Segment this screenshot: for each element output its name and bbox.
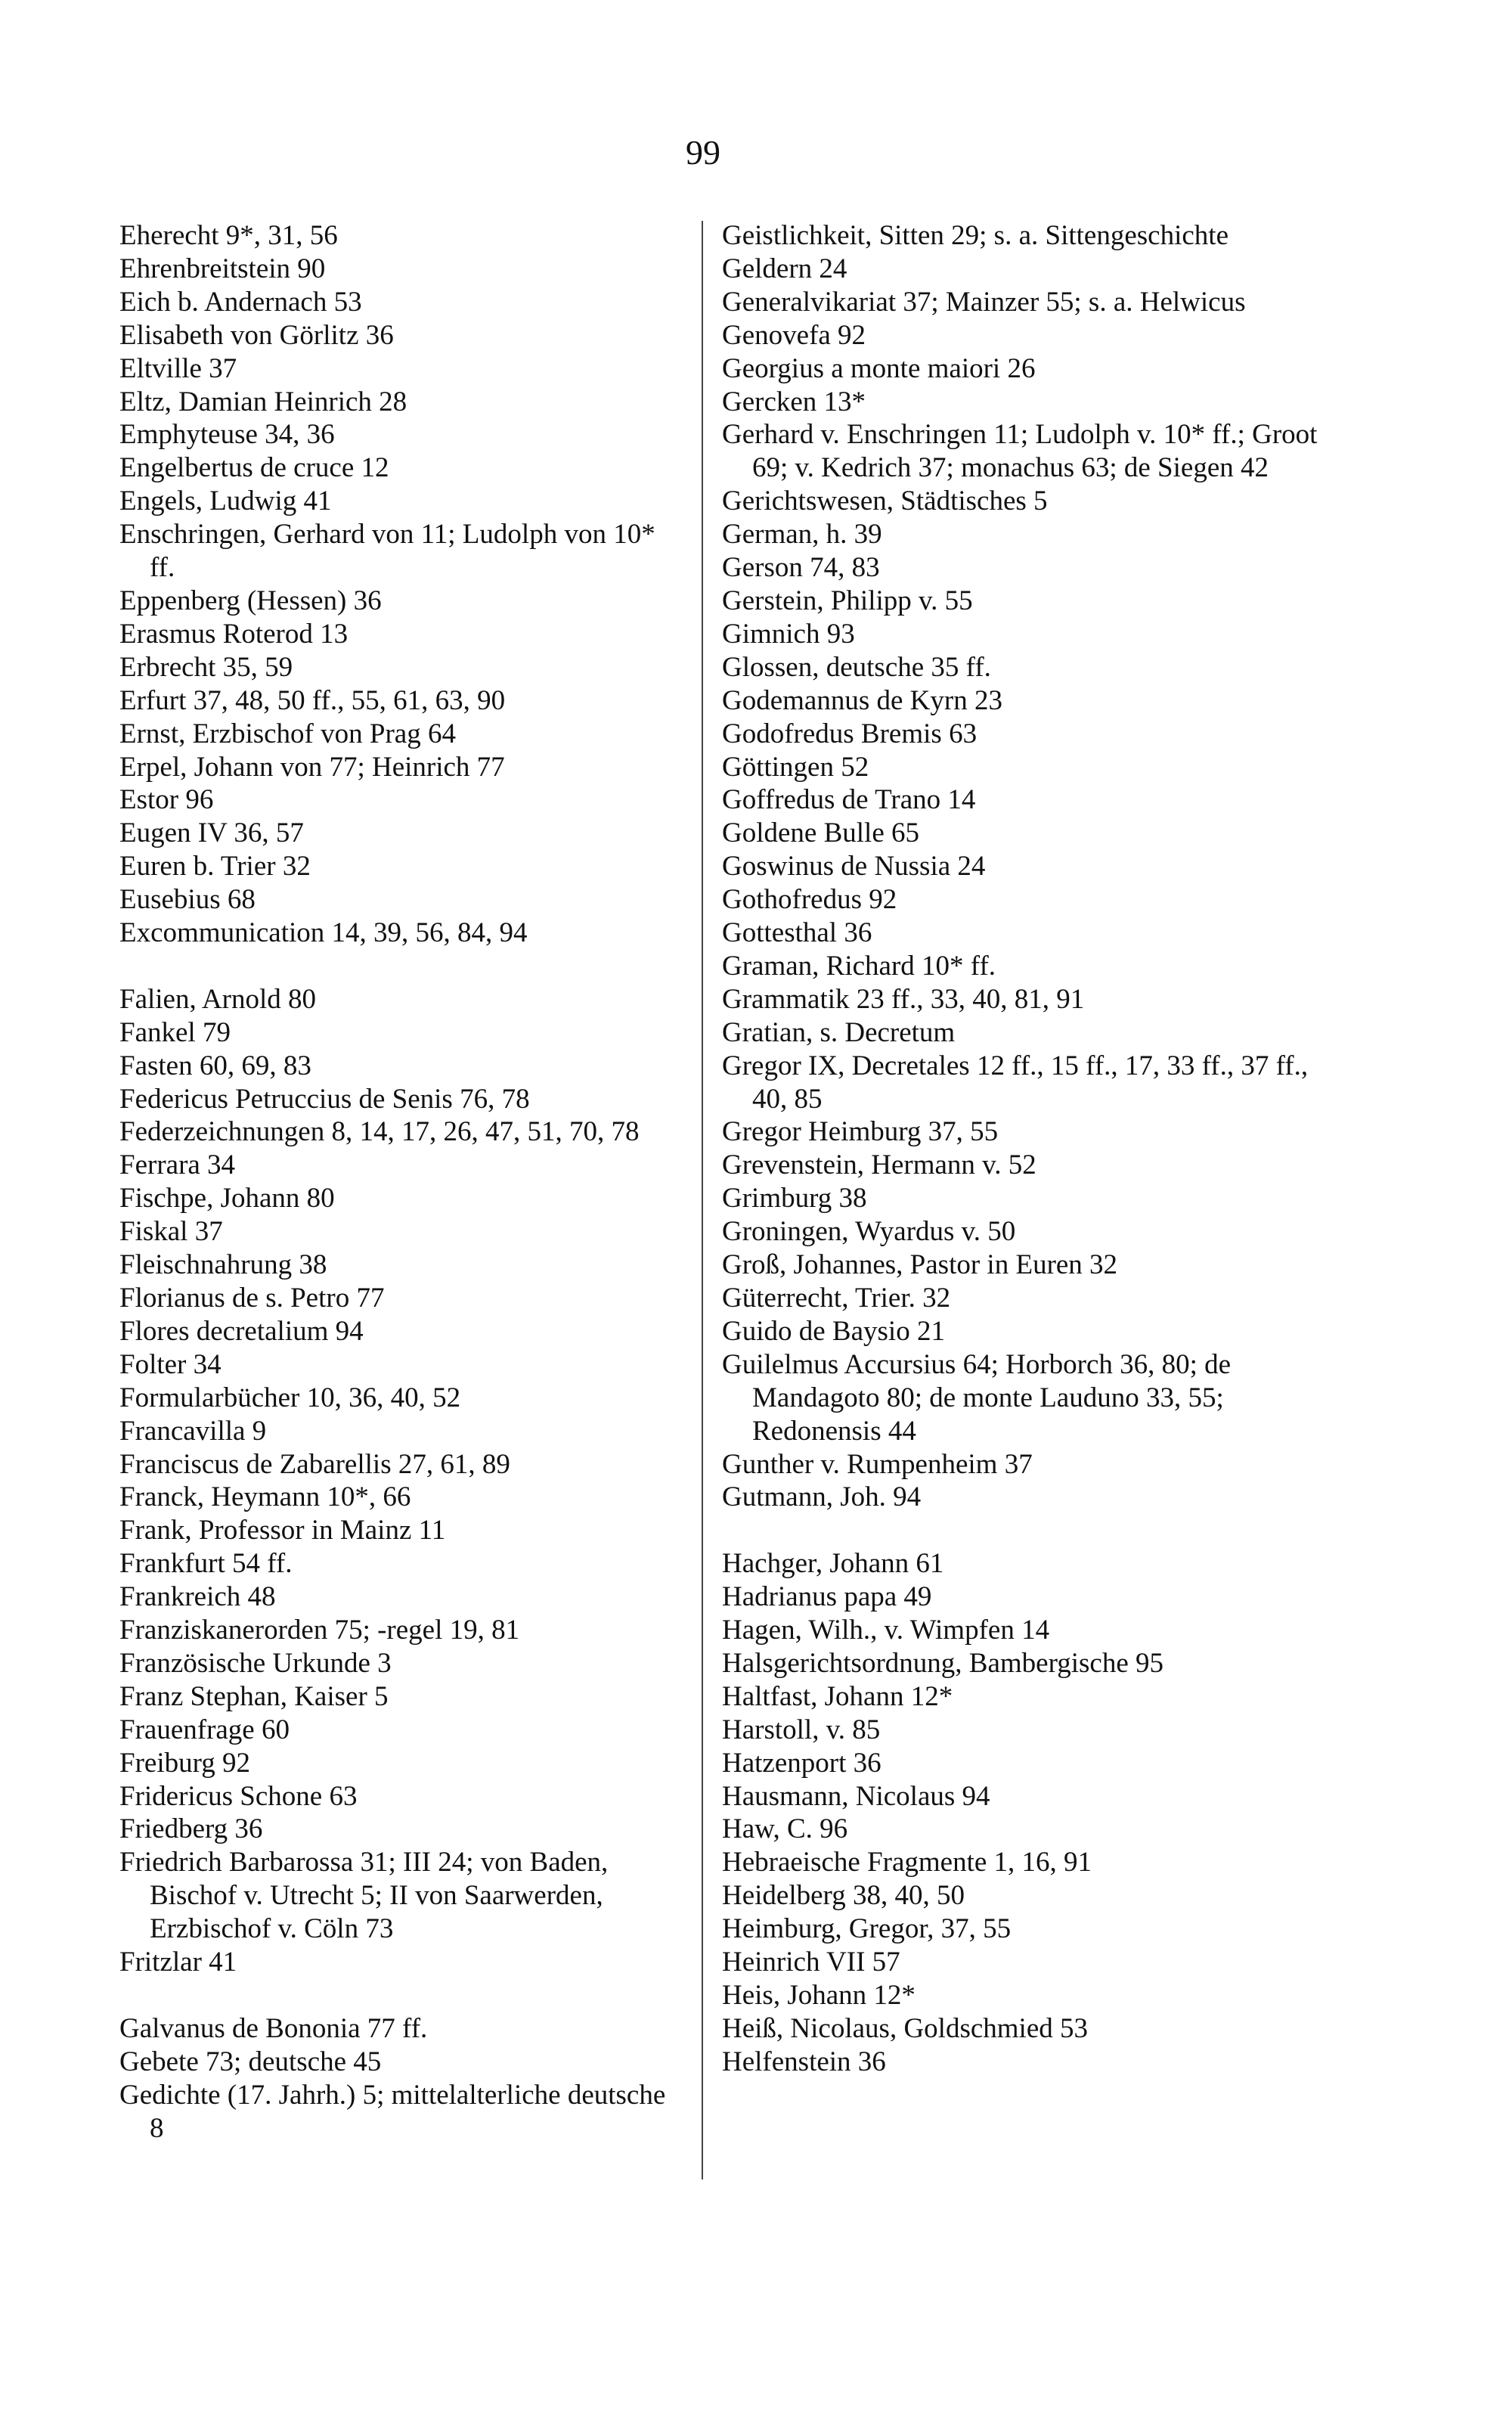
index-entry: Gottesthal 36 <box>722 917 872 949</box>
index-entry: Francavilla 9 <box>119 1415 267 1447</box>
index-entry: Harstoll, v. 85 <box>722 1714 881 1745</box>
index-entry: Franz Stephan, Kaiser 5 <box>119 1680 389 1712</box>
index-entry: Flores decretalium 94 <box>119 1315 364 1347</box>
index-entry: Heidelberg 38, 40, 50 <box>722 1880 965 1912</box>
index-entry: Franck, Heymann 10*, 66 <box>119 1481 411 1513</box>
index-entry: Guido de Baysio 21 <box>722 1315 945 1347</box>
index-entry: Emphyteuse 34, 36 <box>119 419 335 451</box>
index-entry: Gutmann, Joh. 94 <box>722 1481 922 1513</box>
index-entry: Gunther v. Rumpenheim 37 <box>722 1448 1033 1480</box>
index-entry: Glossen, deutsche 35 ff. <box>722 651 991 683</box>
index-entry: Georgius a monte maiori 26 <box>722 352 1036 384</box>
index-entry: Eltville 37 <box>119 352 237 384</box>
index-entry: Gercken 13* <box>722 386 866 417</box>
index-entry: Falien, Arnold 80 <box>119 983 317 1015</box>
index-entry: Gothofredus 92 <box>722 884 897 916</box>
index-entry: Hebraeische Fragmente 1, 16, 91 <box>722 1847 1092 1878</box>
index-entry: Fridericus Schone 63 <box>119 1780 358 1812</box>
index-entry: German, h. 39 <box>722 519 882 551</box>
index-entry: Federicus Petruccius de Senis 76, 78 <box>119 1083 530 1115</box>
index-entry: Groß, Johannes, Pastor in Euren 32 <box>722 1249 1118 1281</box>
index-entry: Engelbertus de cruce 12 <box>119 452 389 484</box>
index-entry: Folter 34 <box>119 1348 222 1380</box>
index-entry: Friedrich Barbarossa 31; III 24; von Baden, Bischof v. Utrecht 5; II von Saarwerden, Erzbischof v. Cöln 73 <box>119 1847 609 1945</box>
index-entry: Erfurt 37, 48, 50 ff., 55, 61, 63, 90 <box>119 684 506 716</box>
index-entry: Eltz, Damian Heinrich 28 <box>119 386 407 417</box>
index-group-g-left <box>119 2012 683 2145</box>
index-entry: Gerhard v. Enschringen 11; Ludolph v. 10* ff.; Groot 69; v. Kedrich 37; monachus 63; de Siegen 42 <box>722 419 1318 484</box>
group-spacer <box>722 1514 1319 1547</box>
index-entry: Heiß, Nicolaus, Goldschmied 53 <box>722 2012 1088 2044</box>
index-entry: Geldern 24 <box>722 253 847 284</box>
index-entry: Goldene Bulle 65 <box>722 817 920 849</box>
index-entry: Ernst, Erzbischof von Prag 64 <box>119 718 456 749</box>
index-entry: Hatzenport 36 <box>722 1747 881 1779</box>
index-entry: Fritzlar 41 <box>119 1947 237 1978</box>
index-entry: Hagen, Wilh., v. Wimpfen 14 <box>722 1615 1050 1646</box>
index-entry: Ehrenbreitstein 90 <box>119 253 326 284</box>
index-entry: Groningen, Wyardus v. 50 <box>722 1216 1016 1248</box>
group-spacer <box>119 1979 683 2012</box>
index-entry: Goswinus de Nussia 24 <box>722 851 986 883</box>
index-entry: Erpel, Johann von 77; Heinrich 77 <box>119 751 505 783</box>
index-entry: Haltfast, Johann 12* <box>722 1680 953 1712</box>
index-entry: Gerson 74, 83 <box>722 552 880 584</box>
index-entry: Engels, Ludwig 41 <box>119 485 332 517</box>
index-entry: Generalvikariat 37; Mainzer 55; s. a. Helwicus <box>722 286 1246 318</box>
index-entry: Goffredus de Trano 14 <box>722 784 976 816</box>
index-entry: Gebete 73; deutsche 45 <box>119 2046 382 2077</box>
index-entry: Gregor IX, Decretales 12 ff., 15 ff., 17, 33 ff., 37 ff., 40, 85 <box>722 1050 1309 1115</box>
index-entry: Halsgerichtsordnung, Bambergische 95 <box>722 1647 1163 1679</box>
index-entry: Heis, Johann 12* <box>722 1980 916 2012</box>
index-entry: Galvanus de Bononia 77 ff. <box>119 2012 428 2044</box>
index-entry: Hadrianus papa 49 <box>722 1581 932 1613</box>
index-group-g-right <box>722 219 1319 1514</box>
index-entry: Estor 96 <box>119 784 214 816</box>
index-entry: Ferrara 34 <box>119 1149 236 1181</box>
column-divider <box>702 221 703 2179</box>
index-entry: Eppenberg (Hessen) 36 <box>119 585 382 616</box>
index-entry: Franciscus de Zabarellis 27, 61, 89 <box>119 1448 510 1480</box>
index-entry: Gerichtswesen, Städtisches 5 <box>722 485 1048 517</box>
index-entry: Französische Urkunde 3 <box>119 1647 392 1679</box>
index-entry: Erbrecht 35, 59 <box>119 651 293 683</box>
index-entry: Frankfurt 54 ff. <box>119 1548 293 1580</box>
index-entry: Grimburg 38 <box>722 1183 867 1214</box>
index-entry: Frank, Professor in Mainz 11 <box>119 1515 446 1546</box>
index-entry: Godemannus de Kyrn 23 <box>722 684 1002 716</box>
index-entry: Gregor Heimburg 37, 55 <box>722 1116 999 1148</box>
index-entry: Geistlichkeit, Sitten 29; s. a. Sittengeschichte <box>722 220 1228 251</box>
index-entry: Heinrich VII 57 <box>722 1947 900 1978</box>
index-entry: Frankreich 48 <box>119 1581 276 1613</box>
index-entry: Fischpe, Johann 80 <box>119 1183 335 1214</box>
index-entry: Eherecht 9*, 31, 56 <box>119 220 338 251</box>
index-entry: Franziskanerorden 75; -regel 19, 81 <box>119 1615 520 1646</box>
index-group-f <box>119 983 683 1979</box>
index-entry: Elisabeth von Görlitz 36 <box>119 319 394 351</box>
index-entry: Gedichte (17. Jahrh.) 5; mittelalterliche deutsche 8 <box>119 2079 666 2144</box>
index-entry: Euren b. Trier 32 <box>119 851 311 883</box>
index-entry: Hausmann, Nicolaus 94 <box>722 1780 990 1812</box>
index-entry: Eich b. Andernach 53 <box>119 286 362 318</box>
index-entry: Gimnich 93 <box>722 618 855 650</box>
index-entry: Erasmus Roterod 13 <box>119 618 349 650</box>
index-entry: Florianus de s. Petro 77 <box>119 1282 385 1314</box>
group-spacer <box>119 950 683 983</box>
index-entry: Grammatik 23 ff., 33, 40, 81, 91 <box>722 983 1085 1015</box>
index-entry: Formularbücher 10, 36, 40, 52 <box>119 1382 461 1413</box>
index-entry: Friedberg 36 <box>119 1813 263 1845</box>
index-entry: Godofredus Bremis 63 <box>722 718 978 749</box>
index-entry: Gerstein, Philipp v. 55 <box>722 585 973 616</box>
index-group-e <box>119 219 683 950</box>
index-entry: Excommunication 14, 39, 56, 84, 94 <box>119 917 528 949</box>
index-entry: Federzeichnungen 8, 14, 17, 26, 47, 51, 70, 78 <box>119 1116 640 1148</box>
index-entry: Fankel 79 <box>119 1016 231 1048</box>
index-entry: Göttingen 52 <box>722 751 869 783</box>
index-entry: Fiskal 37 <box>119 1216 223 1248</box>
index-entry: Frauenfrage 60 <box>119 1714 290 1745</box>
index-entry: Fasten 60, 69, 83 <box>119 1050 311 1081</box>
index-entry: Eusebius 68 <box>119 884 256 916</box>
index-entry: Haw, C. 96 <box>722 1813 848 1845</box>
index-entry: Güterrecht, Trier. 32 <box>722 1283 951 1314</box>
index-entry: Genovefa 92 <box>722 319 866 351</box>
index-entry: Gratian, s. Decretum <box>722 1016 956 1048</box>
index-entry: Heimburg, Gregor, 37, 55 <box>722 1913 1012 1945</box>
index-group-h <box>722 1547 1319 2079</box>
index-entry: Helfenstein 36 <box>722 2046 886 2077</box>
right-column <box>722 219 1319 2079</box>
index-entry: Guilelmus Accursius 64; Horborch 36, 80; de Mandagoto 80; de monte Lauduno 33, 55; Redonensis 44 <box>722 1348 1232 1447</box>
index-entry: Grevenstein, Hermann v. 52 <box>722 1149 1036 1181</box>
page-number: 99 <box>686 133 720 172</box>
index-entry: Fleischnahrung 38 <box>119 1249 327 1281</box>
index-entry: Freiburg 92 <box>119 1747 251 1779</box>
index-entry: Eugen IV 36, 57 <box>119 817 304 849</box>
left-column <box>119 219 683 2145</box>
index-entry: Enschringen, Gerhard von 11; Ludolph von 10* ff. <box>119 519 655 584</box>
index-entry: Hachger, Johann 61 <box>722 1548 944 1580</box>
index-entry: Graman, Richard 10* ff. <box>722 950 996 982</box>
